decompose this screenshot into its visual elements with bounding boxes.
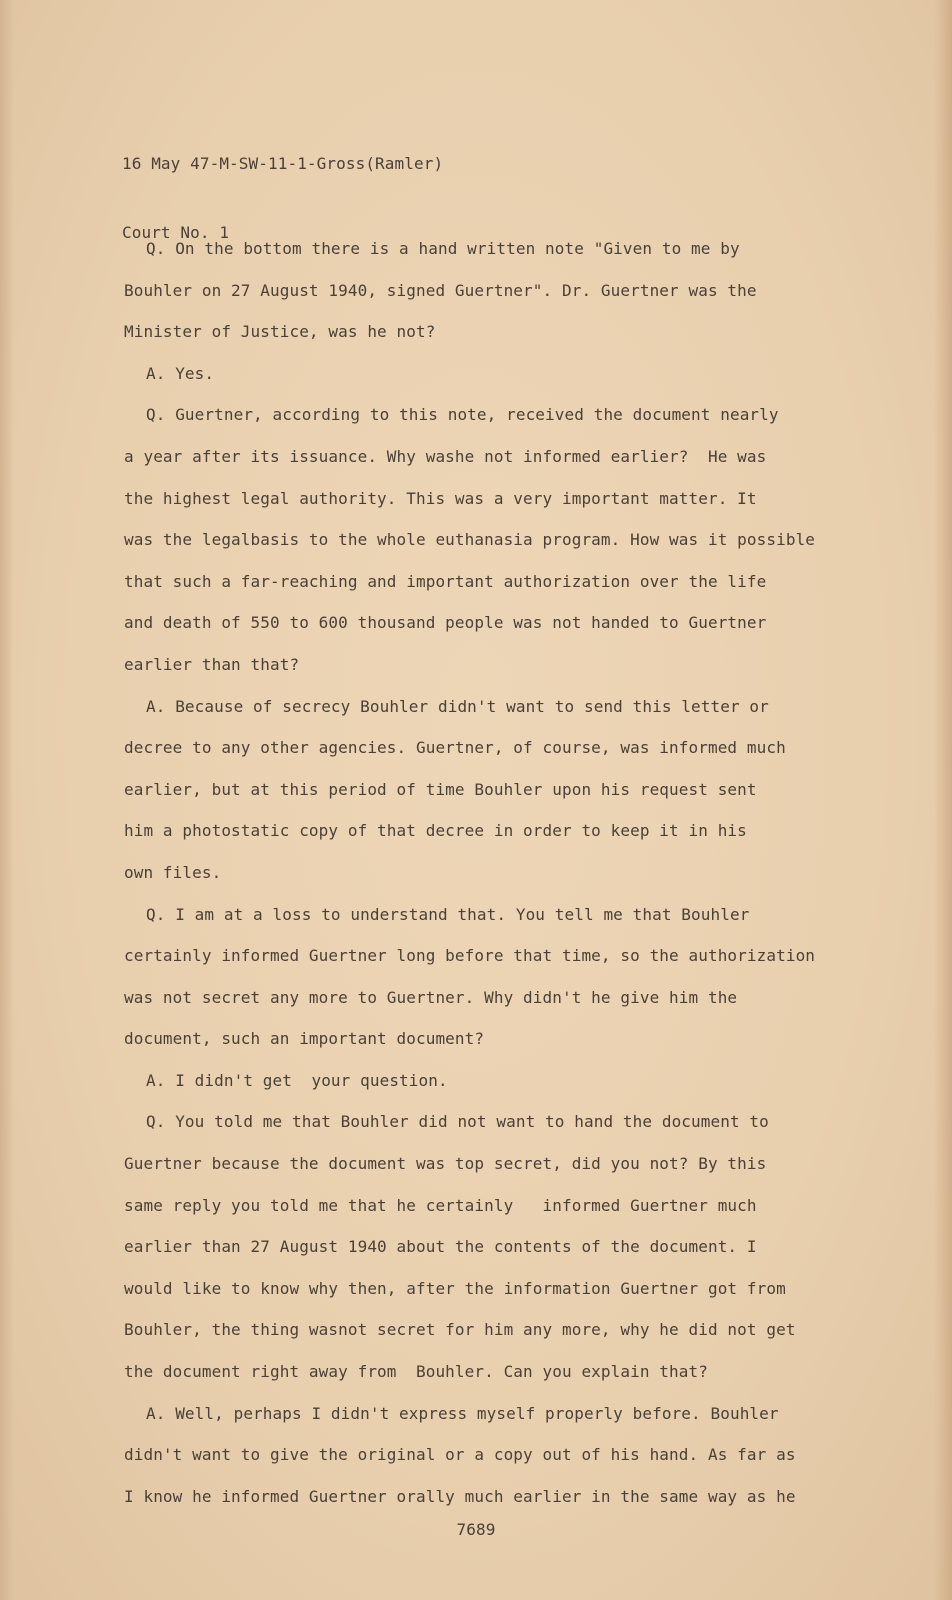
transcript-line: and death of 550 to 600 thousand people was not handed to Guertner [124,613,767,633]
paper-edge-left [0,0,14,1600]
header-line-2: Court No. 1 [122,223,230,242]
transcript-line: A. Because of secrecy Bouhler didn't want to send this letter or [146,696,769,716]
transcript-line: own files. [124,862,222,882]
transcript-line: Q. On the bottom there is a hand written note "Given to me by [146,239,740,258]
transcript-line: Guertner because the document was top secret, did you not? By this [124,1154,767,1174]
transcript-line: the document right away from Bouhler. Can you explain that? [124,1362,708,1382]
transcript-line: was not secret any more to Guertner. Why didn't he give him the [124,987,738,1007]
transcript-line: document, such an important document? [124,1029,485,1049]
transcript-line: didn't want to give the original or a copy out of his hand. As far as [124,1445,796,1465]
transcript-line: that such a far-reaching and important authorization over the life [124,571,767,591]
transcript-line: earlier than 27 August 1940 about the contents of the document. I [124,1237,757,1257]
transcript-line: same reply you told me that he certainly informed Guertner much [124,1195,757,1215]
header-line-1: 16 May 47-M-SW-11-1-Gross(Ramler) [122,154,444,173]
page-number: 7689 [456,1520,496,1539]
transcript-line: certainly informed Guertner long before that time, so the authorization [124,946,816,966]
transcript-line: A. Yes. [146,363,215,383]
transcript-line: would like to know why then, after the information Guertner got from [124,1278,786,1298]
transcript-line: A. I didn't get your question. [146,1070,448,1090]
transcript-line: A. Well, perhaps I didn't express myself properly before. Bouhler [146,1403,779,1423]
transcript-line: Q. I am at a loss to understand that. You tell me that Bouhler [146,904,750,924]
transcript-line: decree to any other agencies. Guertner, of course, was informed much [124,738,786,758]
transcript-line: Bouhler, the thing wasnot secret for him any more, why he did not get [124,1320,796,1340]
transcript-line: a year after its issuance. Why washe not informed earlier? He was [124,446,767,466]
transcript-line: was the legalbasis to the whole euthanasia program. How was it possible [124,530,816,550]
transcript-line: the highest legal authority. This was a very important matter. It [124,488,757,508]
transcript-line: I know he informed Guertner orally much earlier in the same way as he [124,1486,796,1506]
transcript-line: earlier, but at this period of time Bouhler upon his request sent [124,779,757,799]
transcript-line: Minister of Justice, was he not? [124,322,436,342]
transcript-line: Q. Guertner, according to this note, received the document nearly [146,405,779,425]
transcript-line: earlier than that? [124,654,300,674]
transcript-line: him a photostatic copy of that decree in order to keep it in his [124,821,747,841]
transcript-body [124,228,815,1517]
transcript-line: Q. You told me that Bouhler did not want to hand the document to [146,1112,769,1132]
paper-edge-right [934,0,952,1600]
transcript-line: Bouhler on 27 August 1940, signed Guertner". Dr. Guertner was the [124,280,757,300]
